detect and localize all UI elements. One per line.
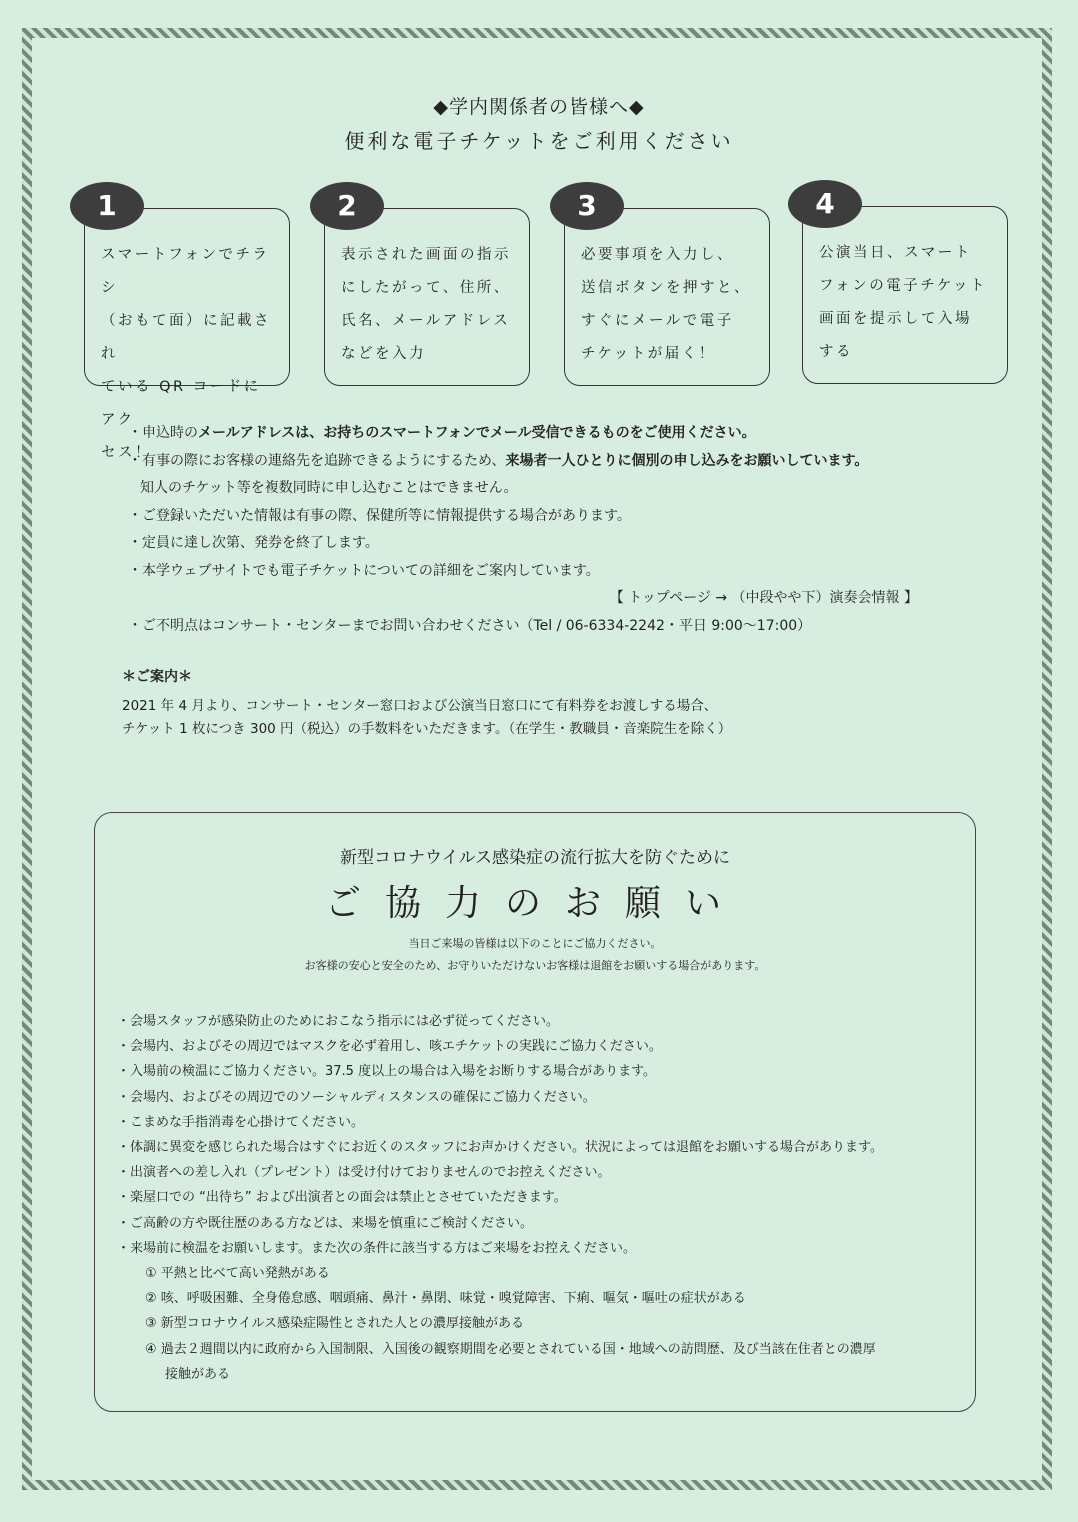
annai-title: ＊ご案内＊	[122, 669, 192, 685]
list-item: ・入場前の検温にご協力ください。37.5 度以上の場合は入場をお断りする場合があります。	[117, 1064, 657, 1080]
annai-line-1: 2021 年 4 月より、コンサート・センター窓口および公演当日窓口にて有料券をお渡しする場合、	[122, 698, 718, 714]
covid-subtitle: 新型コロナウイルス感染症の流行拡大を防ぐために	[340, 848, 730, 868]
step-2-line: にしたがって、住所、	[341, 280, 511, 296]
step-2-line: 表示された画面の指示	[341, 247, 511, 263]
condition-item: ③ 新型コロナウイルス感染症陽性とされた人との濃厚接触がある	[145, 1316, 525, 1332]
step-1-box	[84, 208, 290, 461]
note-registration: ・ご登録いただいた情報は有事の際、保健所等に情報提供する場合があります。	[128, 507, 631, 524]
annai-line-2: チケット 1 枚につき 300 円（税込）の手数料をいただきます。（在学生・教職員・音楽院生を除く）	[122, 721, 732, 737]
page-header	[0, 92, 1078, 154]
step-2-line: 氏名、メールアドレス	[341, 313, 511, 329]
step-3-number: 3	[550, 182, 624, 230]
step-3-line: 必要事項を入力し、	[581, 247, 734, 263]
list-item: ・出演者への差し入れ（プレゼント）は受け付けておりませんのでお控えください。	[117, 1165, 611, 1181]
step-1-line: セス！	[101, 445, 152, 461]
list-item: ・ご高齢の方や既往歴のある方などは、来場を慎重にご検討ください。	[117, 1215, 534, 1231]
annai-section	[122, 666, 731, 741]
note-contact: ・ご不明点はコンサート・センターまでお問い合わせください（Tel / 06-6334-2242・平日 9:00～17:00）	[128, 617, 812, 634]
step-2-line: などを入力	[341, 346, 426, 362]
list-item: ・体調に異変を感じられた場合はすぐにお近くのスタッフにお声かけください。状況によっては退館をお願いする場合があります。	[117, 1140, 883, 1156]
step-1-number: 1	[70, 182, 144, 230]
step-1-line: （おもて面）に記載され	[101, 313, 271, 362]
condition-item-cont: 接触がある	[165, 1366, 231, 1382]
step-4-line: 画面を提示して入場	[819, 311, 972, 327]
step-4-box	[802, 206, 1008, 384]
note-individual: ・有事の際にお客様の連絡先を追跡できるようにするため、来場者一人ひとりに個別の申し込みをお願いしています。	[128, 452, 869, 469]
step-1-line: ている QR コードにアク	[101, 379, 261, 428]
notes-list	[128, 420, 968, 640]
covid-request-box	[94, 812, 976, 1412]
note-individual-cont: 知人のチケット等を複数同時に申し込むことはできません。	[140, 480, 518, 496]
note-email: ・申込時のメールアドレスは、お持ちのスマートフォンでメール受信できるものをご使用ください。	[128, 425, 756, 441]
condition-item: ① 平熱と比べて高い発熱がある	[145, 1266, 330, 1282]
covid-intro-1: 当日ご来場の皆様は以下のことにご協力ください。	[408, 937, 662, 950]
step-4-line: 公演当日、スマート	[819, 245, 972, 261]
condition-item: ② 咳、呼吸困難、全身倦怠感、咽頭痛、鼻汁・鼻閉、味覚・嗅覚障害、下痢、嘔気・嘔吐の症状がある	[145, 1291, 746, 1307]
header-line-1: ◆学内関係者の皆様へ◆	[433, 96, 645, 118]
note-website-path: 【 トップページ → （中段やや下）演奏会情報 】	[609, 590, 918, 606]
step-4-line: フォンの電子チケット	[819, 278, 987, 294]
list-item: ・会場内、およびその周辺ではマスクを必ず着用し、咳エチケットの実践にご協力ください。	[117, 1039, 662, 1055]
covid-intro-2: お客様の安心と安全のため、お守りいただけないお客様は退館をお願いする場合があります。	[304, 959, 766, 972]
step-3-box	[564, 208, 770, 386]
list-item: ・会場スタッフが感染防止のためにおこなう指示には必ず従ってください。	[117, 1014, 560, 1029]
step-3-line: 送信ボタンを押すと、	[581, 280, 751, 296]
list-item: ・会場内、およびその周辺でのソーシャルディスタンスの確保にご協力ください。	[117, 1089, 596, 1105]
step-2-number: 2	[310, 182, 384, 230]
list-item: ・来場前に検温をお願いします。また次の条件に該当する方はご来場をお控えください。	[117, 1240, 636, 1256]
condition-item: ④ 過去２週間以内に政府から入国制限、入国後の観察期間を必要とされている国・地域への訪問歴、及び当該在住者との濃厚	[145, 1341, 876, 1357]
list-item: ・楽屋口での “出待ち” および出演者との面会は禁止とさせていただきます。	[117, 1190, 567, 1206]
covid-items	[117, 1009, 883, 1387]
step-3-line: チケットが届く！	[581, 346, 716, 362]
covid-intro	[95, 933, 975, 977]
step-3-line: すぐにメールで電子	[581, 313, 734, 329]
note-website: ・本学ウェブサイトでも電子チケットについての詳細をご案内しています。	[128, 562, 600, 579]
list-item: ・こまめな手指消毒を心掛けてください。	[117, 1114, 365, 1130]
step-4-number: 4	[788, 180, 862, 228]
step-4-line: する	[819, 344, 853, 360]
header-line-2: 便利な電子チケットをご利用ください	[344, 129, 734, 153]
step-1-line: スマートフォンでチラシ	[101, 247, 270, 296]
note-capacity: ・定員に達し次第、発券を終了します。	[128, 535, 379, 551]
covid-title: ご協力のお願い	[324, 883, 745, 924]
step-2-box	[324, 208, 530, 386]
